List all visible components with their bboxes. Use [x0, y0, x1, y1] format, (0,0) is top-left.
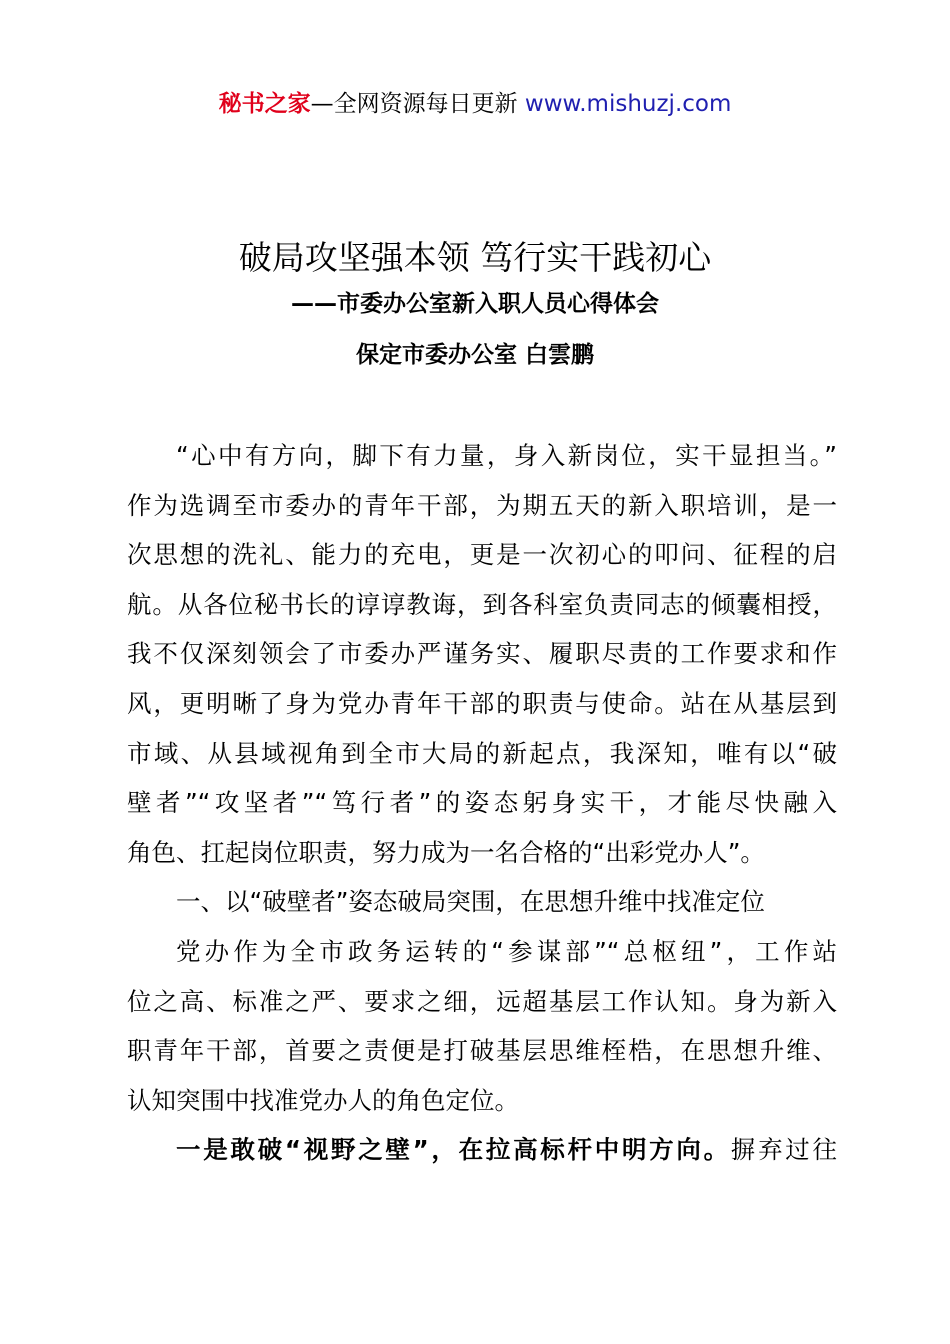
body-text — [127, 431, 837, 1175]
body-line: 次思想的洗礼、能力的充电，更是一次初心的叩问、征程的启 — [127, 540, 837, 570]
section-heading: 一、以“破壁者”姿态破局突围，在思想升维中找准定位 — [176, 887, 765, 917]
bold-lead-phrase: 一是敢破“视野之壁”，在拉高标杆中明方向。 — [176, 1135, 731, 1165]
body-line: “心中有方向，脚下有力量，身入新岗位，实干显担当。” — [176, 441, 837, 470]
body-line: 职青年干部，首要之责便是打破基层思维桎梏，在思想升维、 — [127, 1036, 837, 1066]
body-line: 作为选调至市委办的青年干部，为期五天的新入职培训，是一 — [127, 490, 837, 520]
document-title: 破局攻坚强本领 笃行实干践初心 — [238, 238, 712, 277]
document-subtitle: ——市委办公室新入职人员心得体会 — [291, 291, 659, 317]
body-line: 航。从各位秘书长的谆谆教诲，到各科室负责同志的倾囊相授， — [127, 589, 837, 619]
trailing-text: 摒弃过往 — [730, 1135, 838, 1165]
body-line: 风，更明晰了身为党办青年干部的职责与使命。站在从基层到 — [127, 688, 837, 718]
site-url-link[interactable]: www.mishuzj.com — [524, 91, 732, 117]
header-slogan: —全网资源每日更新 — [310, 91, 518, 117]
body-line: 角色、扛起岗位职责，努力成为一名合格的“出彩党办人”。 — [127, 837, 765, 867]
body-line: 壁者”“攻坚者”“笃行者”的姿态躬身实干，才能尽快融入 — [127, 788, 837, 818]
body-line-mixed — [127, 1125, 837, 1175]
brand-name: 秘书之家 — [218, 91, 311, 117]
body-line: 我不仅深刻领会了市委办严谨务实、履职尽责的工作要求和作 — [127, 639, 837, 669]
body-line: 认知突围中找准党办人的角色定位。 — [127, 1085, 519, 1115]
body-line: 位之高、标准之严、要求之细，远超基层工作认知。身为新入 — [127, 986, 837, 1016]
body-line: 市域、从县域视角到全市大局的新起点，我深知，唯有以“破 — [127, 738, 837, 768]
document-author: 保定市委办公室 白雲鹏 — [355, 342, 594, 368]
site-header — [0, 88, 950, 120]
body-line: 党办作为全市政务运转的“参谋部”“总枢纽”，工作站 — [176, 936, 837, 966]
